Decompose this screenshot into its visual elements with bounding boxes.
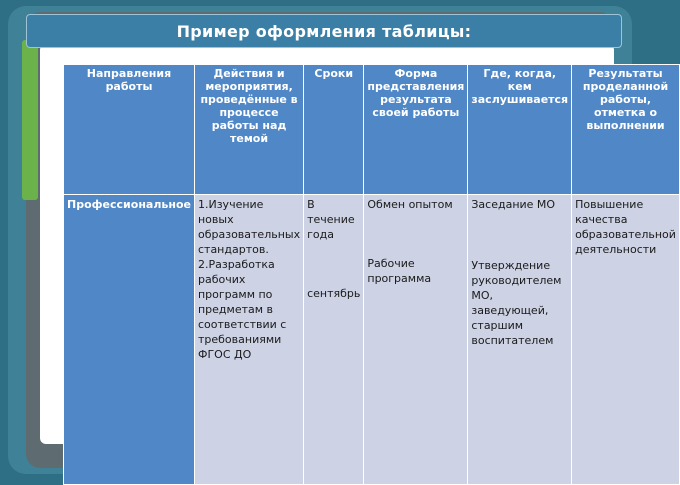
where-1: Заседание МО xyxy=(471,198,556,211)
slide-title: Пример оформления таблицы: xyxy=(176,21,472,41)
header-direction: Направления работы xyxy=(64,65,195,195)
where-2: Утверждение руководителем МО, заведующей, старшим воспитателем xyxy=(471,259,562,347)
cell-actions xyxy=(194,195,303,485)
cell-terms xyxy=(304,195,364,485)
form-2: Рабочие программа xyxy=(367,257,432,285)
action-item-1: 1.Изучение новых образовательных стандартов. xyxy=(197,198,301,256)
direction-text: Профессиональное xyxy=(67,198,191,211)
cell-form xyxy=(364,195,468,485)
form-1: Обмен опытом xyxy=(367,198,453,211)
header-actions: Действия и мероприятия, проведённые в процессе работы над темой xyxy=(194,65,303,195)
header-form: Форма представления результата своей работы xyxy=(364,65,468,195)
action-item-2: 2.Разработка рабочих программ по предметам в соответствии с требованиями ФГОС ДО xyxy=(197,258,287,361)
cell-result xyxy=(572,195,680,485)
title-bar xyxy=(26,14,622,48)
decor-green-tab xyxy=(22,40,38,200)
cell-where xyxy=(468,195,572,485)
cell-direction xyxy=(64,195,195,485)
work-plan-table xyxy=(63,64,680,485)
table-row xyxy=(64,195,680,485)
header-where: Где, когда, кем заслушивается xyxy=(468,65,572,195)
term-2: сентябрь xyxy=(307,287,361,300)
table-header-row xyxy=(64,65,680,195)
term-1: В течение года xyxy=(307,198,355,241)
header-terms: Сроки xyxy=(304,65,364,195)
result-text: Повышение качества образовательной деятельности xyxy=(575,198,676,256)
header-result: Результаты проделанной работы, отметка о выполнении xyxy=(572,65,680,195)
